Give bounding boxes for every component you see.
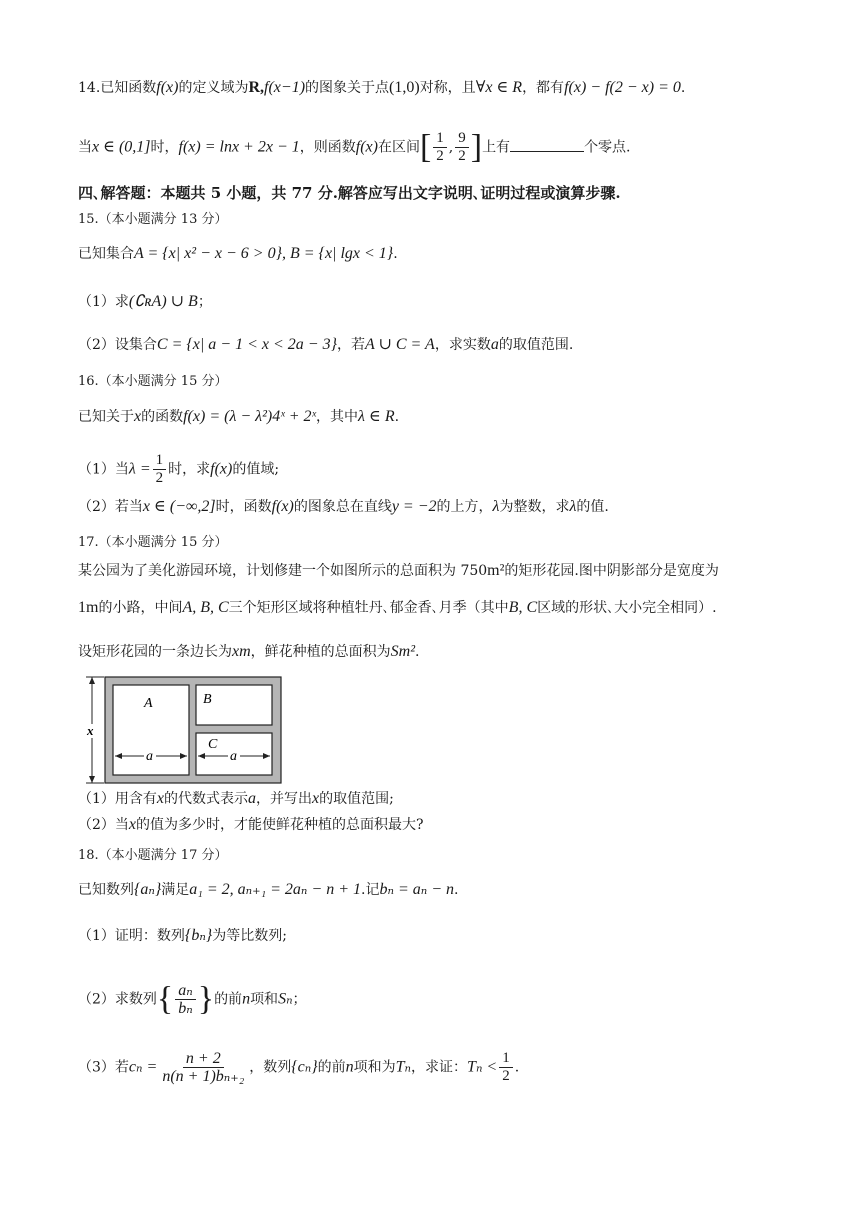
text: 设矩形花园的一条边长为 xyxy=(78,644,232,660)
math: Sm² xyxy=(390,643,416,660)
fraction xyxy=(159,1050,247,1085)
text: ，求证： xyxy=(411,1059,468,1076)
math: Tₙ < xyxy=(467,1058,498,1076)
math: a xyxy=(490,336,499,353)
math: (∁ʀA) ∪ B xyxy=(128,293,198,310)
text: 为等比数列; xyxy=(212,928,287,944)
text: 的取值范围. xyxy=(498,337,574,353)
math: 1m xyxy=(78,599,99,616)
text: 项和为 xyxy=(353,1059,396,1076)
math: y = −2 xyxy=(391,498,437,515)
text: ，其中 xyxy=(316,409,359,425)
text: （2）当 xyxy=(78,817,129,833)
denominator: 2 xyxy=(502,1068,510,1084)
math: f(x) xyxy=(156,79,179,96)
numerator: 1 xyxy=(499,1050,513,1068)
text: , xyxy=(448,139,454,156)
brace: } xyxy=(197,980,215,1018)
text: 当 xyxy=(78,139,92,156)
text: 的值域; xyxy=(232,461,280,478)
text: 的值为多少时，才能使鲜花种植的总面积最大? xyxy=(136,817,424,833)
text: 的值. xyxy=(576,499,609,515)
region-a-label: A xyxy=(144,696,153,711)
arrow-down-icon xyxy=(89,776,95,783)
math: Sₙ xyxy=(278,990,293,1008)
text: 区域的形状､大小完全相同）. xyxy=(537,600,717,616)
q18-stem xyxy=(78,880,458,900)
denominator: bₙ xyxy=(178,1000,193,1017)
text: （1）证明：数列 xyxy=(78,928,185,944)
math: f(x) − f(2 − x) = 0 xyxy=(564,79,681,96)
text: ； xyxy=(197,294,212,310)
denominator: n(n + 1)bₙ₊₂ xyxy=(162,1068,245,1085)
math: n xyxy=(345,1058,354,1076)
text: . xyxy=(454,882,459,898)
q14-line-1 xyxy=(78,78,685,98)
math: m² xyxy=(487,562,505,579)
math: f(x−1) xyxy=(264,79,306,96)
numerator: 9 xyxy=(455,130,469,148)
math: ∀x ∈ R xyxy=(475,79,523,96)
q18-part-1 xyxy=(78,926,287,946)
q15-stem xyxy=(78,244,398,264)
text: 的定义域为 xyxy=(178,80,249,96)
math: B, C xyxy=(508,599,538,616)
q16-part-1 xyxy=(78,452,279,487)
question-number: 14. xyxy=(78,80,101,96)
q18-part-3 xyxy=(78,1050,519,1085)
math: A = {x| x² − x − 6 > 0}, B = {x| lgx < 1} xyxy=(134,245,394,262)
math: a₁ = 2, aₙ₊₁ = 2aₙ − n + 1 xyxy=(189,881,362,898)
q17-stem-3 xyxy=(78,642,419,662)
text: . xyxy=(680,80,686,96)
x-label: x xyxy=(87,723,94,738)
text: 上有 xyxy=(482,139,511,156)
text: 的取值范围; xyxy=(319,791,394,807)
math: λ xyxy=(569,498,577,515)
q17-heading: 17.（本小题满分 15 分） xyxy=(78,535,228,550)
math: C = {x| a − 1 < x < 2a − 3} xyxy=(156,336,337,353)
text: 已知数列 xyxy=(78,882,134,898)
text: （2）设集合 xyxy=(78,337,157,353)
q17-stem-1 xyxy=(78,561,719,581)
text: 的图象关于点 xyxy=(305,80,390,96)
text: 的上方， xyxy=(436,499,493,515)
math: xm xyxy=(232,643,251,660)
brace: { xyxy=(156,980,174,1018)
region-b-label: B xyxy=(203,692,212,707)
numerator: n + 2 xyxy=(183,1050,224,1068)
text: 个零点. xyxy=(584,139,631,156)
numerator: aₙ xyxy=(175,982,195,1000)
math: λ ∈ R xyxy=(358,408,395,425)
text: 时， xyxy=(150,139,179,156)
q15-part-1 xyxy=(78,292,212,312)
math: x xyxy=(156,790,165,807)
text: . xyxy=(393,246,398,262)
text: （1）用含有 xyxy=(78,791,157,807)
text: ，若 xyxy=(336,337,365,353)
text: ，则函数 xyxy=(299,139,356,156)
denominator: 2 xyxy=(436,148,444,164)
text: ，都有 xyxy=(522,80,565,96)
text: ，鲜花种植的总面积为 xyxy=(250,644,391,660)
math: A ∪ C = A xyxy=(364,336,435,353)
math: {bₙ} xyxy=(184,927,213,944)
text: （3）若 xyxy=(78,1059,129,1076)
fraction xyxy=(499,1050,513,1085)
text: 的代数式表示 xyxy=(164,791,249,807)
math: x xyxy=(128,816,137,833)
q17-part-1 xyxy=(78,789,394,809)
text: 已知集合 xyxy=(78,246,134,262)
math: x ∈ (−∞,2] xyxy=(142,498,216,515)
math: R, xyxy=(248,79,265,96)
denominator: 2 xyxy=(458,148,466,164)
math: (1,0) xyxy=(389,79,420,96)
math: f(x) xyxy=(355,138,378,156)
math: x xyxy=(134,408,142,425)
text: .记 xyxy=(361,882,380,898)
text: 已知关于 xyxy=(78,409,134,425)
q16-part-2 xyxy=(78,497,609,517)
bracket: ] xyxy=(470,128,483,166)
math: f(x) xyxy=(210,460,233,478)
math: λ xyxy=(492,498,500,515)
math: bₙ = aₙ − n xyxy=(379,881,455,898)
text: ，数列 xyxy=(249,1059,292,1076)
math: f(x) = lnx + 2x − 1 xyxy=(178,138,300,156)
garden-figure xyxy=(78,676,284,784)
text: （2）若当 xyxy=(78,499,143,515)
fraction xyxy=(175,982,195,1017)
q18-part-2 xyxy=(78,982,307,1017)
text: 时，求 xyxy=(168,461,211,478)
math: x xyxy=(312,790,320,807)
denominator: 2 xyxy=(155,470,164,486)
math: cₙ = xyxy=(128,1058,158,1076)
math: {cₙ} xyxy=(291,1058,318,1076)
math: {aₙ} xyxy=(134,881,162,898)
text: . xyxy=(415,644,420,660)
text: 的前 xyxy=(317,1059,346,1076)
text: （1）当 xyxy=(78,461,129,478)
q16-heading: 16.（本小题满分 15 分） xyxy=(78,374,228,389)
text: 的矩形花园.图中阴影部分是宽度为 xyxy=(504,563,719,579)
text: ，并写出 xyxy=(256,791,313,807)
text: 时，函数 xyxy=(215,499,272,515)
text: . xyxy=(514,1059,520,1076)
q17-part-2 xyxy=(78,815,424,835)
text: 已知函数 xyxy=(100,80,157,96)
math: f(x) = (λ − λ²)4ˣ + 2ˣ xyxy=(183,408,317,425)
text: 某公园为了美化游园环境，计划修建一个如图所示的总面积为 750 xyxy=(78,563,488,579)
fraction xyxy=(433,130,447,165)
q15-part-2 xyxy=(78,335,573,355)
a-label-2: a xyxy=(230,749,237,764)
text: 为整数，求 xyxy=(499,499,570,515)
text: ，求实数 xyxy=(434,337,491,353)
a-label-1: a xyxy=(146,749,153,764)
q16-stem xyxy=(78,407,399,427)
math: f(x) xyxy=(271,498,294,515)
math: Tₙ xyxy=(395,1058,412,1076)
text: . xyxy=(394,409,400,425)
text: 项和 xyxy=(250,991,279,1008)
numerator: 1 xyxy=(153,452,167,470)
math: a xyxy=(248,790,257,807)
q17-stem-2 xyxy=(78,598,717,618)
text: 三个矩形区域将种植牡丹､郁金香､月季（其中 xyxy=(228,600,509,616)
text: （1）求 xyxy=(78,294,129,310)
text: 的图象总在直线 xyxy=(293,499,392,515)
q18-heading: 18.（本小题满分 17 分） xyxy=(78,848,228,863)
text: 在区间 xyxy=(377,139,420,156)
fraction xyxy=(455,130,469,165)
text: ； xyxy=(292,991,307,1008)
arrow-up-icon xyxy=(89,677,95,684)
answer-blank[interactable] xyxy=(510,137,584,152)
math: λ = xyxy=(128,460,151,478)
text: 的前 xyxy=(214,991,243,1008)
region-c-label: C xyxy=(208,737,218,752)
bracket: [ xyxy=(419,128,432,166)
text: 满足 xyxy=(161,882,190,898)
math: A, B, C xyxy=(182,599,229,616)
math: n xyxy=(242,990,251,1008)
q15-heading: 15.（本小题满分 13 分） xyxy=(78,212,228,227)
text: 的小路，中间 xyxy=(98,600,183,616)
text: （2）求数列 xyxy=(78,991,157,1008)
section-heading: 四､解答题：本题共 5 小题，共 77 分.解答应写出文字说明､证明过程或演算步骤. xyxy=(78,184,621,202)
text: 的函数 xyxy=(141,409,184,425)
text: 对称，且 xyxy=(419,80,476,96)
numerator: 1 xyxy=(433,130,447,148)
math: x ∈ (0,1] xyxy=(92,138,151,156)
q14-line-2 xyxy=(78,130,631,165)
fraction xyxy=(153,452,167,487)
